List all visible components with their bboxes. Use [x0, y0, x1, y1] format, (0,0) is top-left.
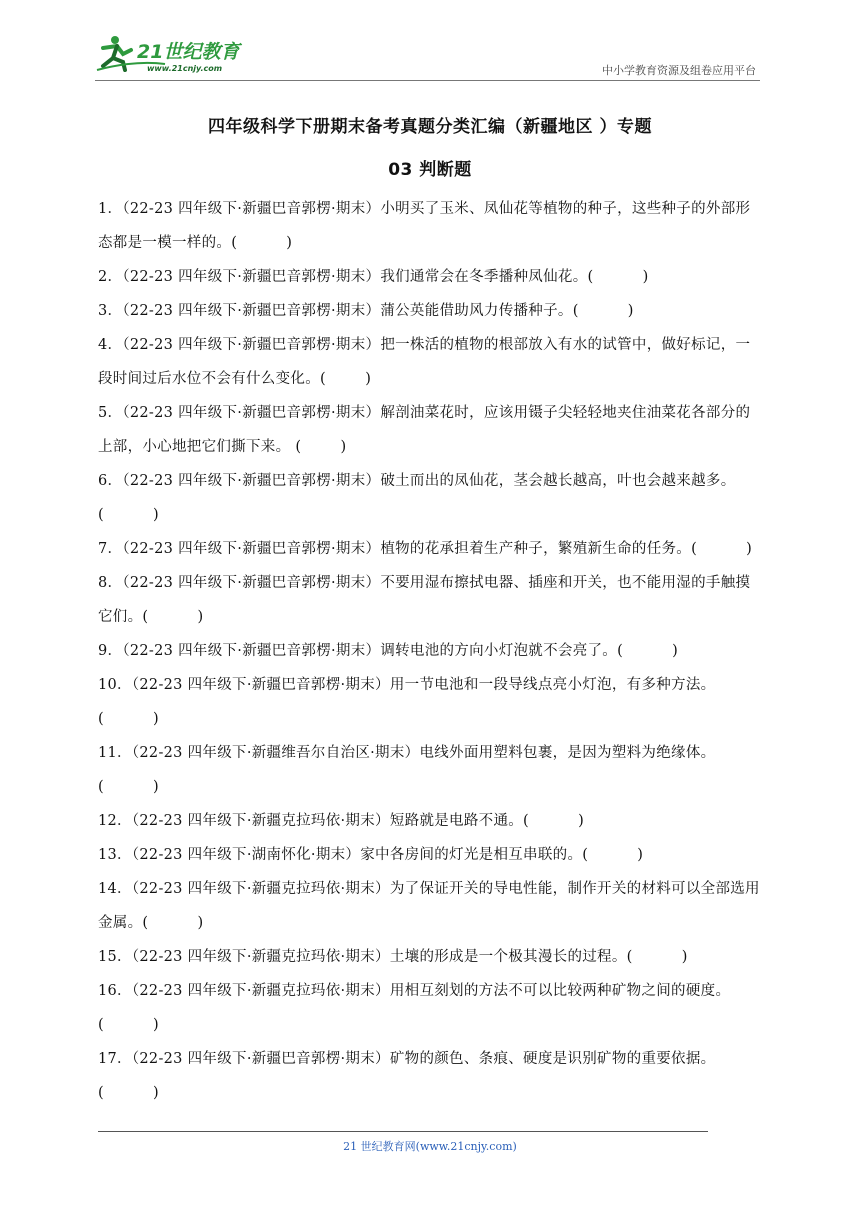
question-text: 小明买了玉米、凤仙花等植物的种子，这些种子的外部形态都是一模一样的。 — [98, 201, 751, 251]
question-source: （22-23 四年级下·新疆巴音郭楞·期末） — [122, 269, 381, 285]
answer-blank[interactable]: ( ) — [98, 507, 160, 523]
logo-url: www.21cnjy.com — [147, 64, 223, 73]
question-number: 8． — [98, 575, 123, 591]
answer-blank[interactable]: ( ) — [691, 541, 753, 557]
question-text: 破土而出的凤仙花，茎会越长越高，叶也会越来越多。 — [380, 473, 736, 489]
question-text: 把一株活的植物的根部放入有水的试管中，做好标记，一段时间过后水位不会有什么变化。 — [98, 337, 751, 387]
logo-text: 21世纪教育 — [137, 41, 240, 63]
answer-blank[interactable]: ( ) — [98, 711, 160, 727]
answer-blank[interactable]: ( ) — [572, 303, 634, 319]
question-text: 用相互刻划的方法不可以比较两种矿物之间的硬度。 — [389, 983, 731, 999]
question-text: 矿物的颜色、条痕、硬度是识别矿物的重要依据。 — [389, 1051, 716, 1067]
question-number: 14． — [98, 881, 132, 897]
answer-blank[interactable]: ( ) — [142, 609, 204, 625]
answer-blank[interactable]: ( ) — [98, 1085, 160, 1101]
question-item — [98, 838, 763, 872]
header-divider — [95, 80, 760, 81]
question-number: 3． — [98, 303, 123, 319]
question-number: 7． — [98, 541, 123, 557]
answer-blank[interactable]: ( ) — [320, 371, 372, 387]
question-item — [98, 532, 763, 566]
question-source: （22-23 四年级下·新疆巴音郭楞·期末） — [122, 575, 381, 591]
question-item — [98, 566, 763, 634]
answer-blank[interactable]: ( ) — [295, 439, 347, 455]
question-item — [98, 804, 763, 838]
question-text: 家中各房间的灯光是相互串联的。 — [360, 847, 583, 863]
question-text: 土壤的形成是一个极其漫长的过程。 — [389, 949, 627, 965]
answer-blank[interactable]: ( ) — [142, 915, 204, 931]
question-text: 不要用湿布擦拭电器、插座和开关，也不能用湿的手触摸它们。 — [98, 575, 751, 625]
question-source: （22-23 四年级下·新疆巴音郭楞·期末） — [131, 1051, 390, 1067]
question-number: 6． — [98, 473, 123, 489]
question-item — [98, 1042, 763, 1110]
question-source: （22-23 四年级下·新疆巴音郭楞·期末） — [122, 541, 381, 557]
question-number: 15． — [98, 949, 132, 965]
answer-blank[interactable]: ( ) — [626, 949, 688, 965]
logo-21cnjy — [95, 34, 265, 74]
question-list — [98, 192, 763, 1110]
answer-blank[interactable]: ( ) — [617, 643, 679, 659]
question-source: （22-23 四年级下·湖南怀化·期末） — [131, 847, 361, 863]
runner-logo-icon — [95, 34, 265, 74]
question-item — [98, 634, 763, 668]
question-text: 调转电池的方向小灯泡就不会亮了。 — [380, 643, 618, 659]
question-number: 1． — [98, 201, 123, 217]
question-item — [98, 192, 763, 260]
question-text: 电线外面用塑料包裹，是因为塑料为绝缘体。 — [419, 745, 716, 761]
question-text: 用一节电池和一段导线点亮小灯泡，有多种方法。 — [389, 677, 716, 693]
question-number: 5． — [98, 405, 123, 421]
question-number: 4． — [98, 337, 123, 353]
question-text: 我们通常会在冬季播种凤仙花。 — [380, 269, 588, 285]
page-header — [95, 32, 760, 80]
question-source: （22-23 四年级下·新疆巴音郭楞·期末） — [122, 303, 381, 319]
question-source: （22-23 四年级下·新疆巴音郭楞·期末） — [122, 337, 381, 353]
answer-blank[interactable]: ( ) — [587, 269, 649, 285]
answer-blank[interactable]: ( ) — [98, 779, 160, 795]
question-number: 2． — [98, 269, 123, 285]
question-text: 短路就是电路不通。 — [389, 813, 524, 829]
footer-divider — [98, 1131, 708, 1132]
question-source: （22-23 四年级下·新疆巴音郭楞·期末） — [122, 643, 381, 659]
question-item — [98, 940, 763, 974]
question-source: （22-23 四年级下·新疆克拉玛依·期末） — [131, 949, 390, 965]
question-item — [98, 328, 763, 396]
question-item — [98, 396, 763, 464]
question-text: 植物的花承担着生产种子，繁殖新生命的任务。 — [380, 541, 692, 557]
question-item — [98, 260, 763, 294]
question-number: 12． — [98, 813, 132, 829]
question-number: 13． — [98, 847, 132, 863]
question-item — [98, 294, 763, 328]
document-title: 四年级科学下册期末备考真题分类汇编（新疆地区 ）专题 — [208, 117, 652, 137]
question-text: 解剖油菜花时，应该用镊子尖轻轻地夹住油菜花各部分的上部，小心地把它们撕下来。 — [98, 405, 751, 455]
question-item — [98, 872, 763, 940]
question-source: （22-23 四年级下·新疆克拉玛依·期末） — [131, 881, 390, 897]
question-source: （22-23 四年级下·新疆克拉玛依·期末） — [131, 983, 390, 999]
question-number: 16． — [98, 983, 132, 999]
question-number: 11． — [98, 745, 132, 761]
answer-blank[interactable]: ( ) — [523, 813, 585, 829]
question-number: 9． — [98, 643, 123, 659]
question-source: （22-23 四年级下·新疆克拉玛依·期末） — [131, 813, 390, 829]
question-source: （22-23 四年级下·新疆巴音郭楞·期末） — [122, 405, 381, 421]
question-source: （22-23 四年级下·新疆巴音郭楞·期末） — [122, 201, 381, 217]
question-item — [98, 974, 763, 1042]
question-text: 为了保证开关的导电性能，制作开关的材料可以全部选用金属。 — [98, 881, 760, 931]
question-source: （22-23 四年级下·新疆巴音郭楞·期末） — [131, 677, 390, 693]
answer-blank[interactable]: ( ) — [582, 847, 644, 863]
question-text: 蒲公英能借助风力传播种子。 — [380, 303, 573, 319]
footer-link[interactable]: 21 世纪教育网(www.21cnjy.com) — [343, 1140, 517, 1153]
question-source: （22-23 四年级下·新疆维吾尔自治区·期末） — [131, 745, 420, 761]
question-item — [98, 736, 763, 804]
platform-tagline: 中小学教育资源及组卷应用平台 — [602, 64, 756, 77]
document-subtitle: 03 判断题 — [388, 160, 472, 180]
question-item — [98, 464, 763, 532]
question-number: 17． — [98, 1051, 132, 1067]
question-item — [98, 668, 763, 736]
answer-blank[interactable]: ( ) — [231, 235, 293, 251]
question-source: （22-23 四年级下·新疆巴音郭楞·期末） — [122, 473, 381, 489]
question-number: 10． — [98, 677, 132, 693]
answer-blank[interactable]: ( ) — [98, 1017, 160, 1033]
